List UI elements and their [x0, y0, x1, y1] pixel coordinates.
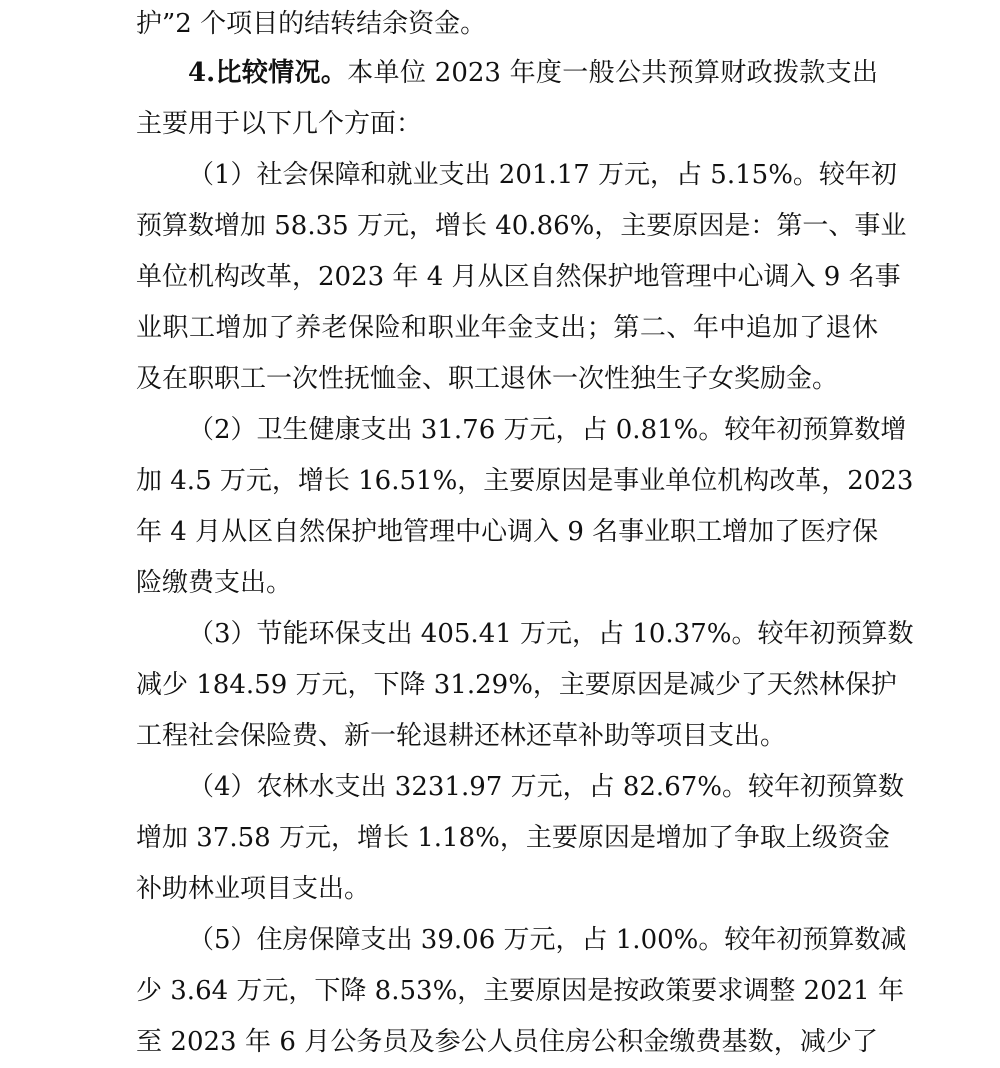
text-line: 单位机构改革，2023 年 4 月从区自然保护地管理中心调入 9 名事	[136, 262, 901, 292]
text-line: 险缴费支出。	[136, 568, 293, 598]
paragraph-comparison	[136, 48, 878, 150]
paragraph-item-4	[136, 762, 904, 915]
paragraph-item-3	[136, 609, 914, 762]
text-line: 工程社会保险费、新一轮退耕还林还草补助等项目支出。	[136, 721, 787, 751]
section-heading: 4.比较情况。	[188, 58, 348, 88]
paragraph-item-5	[136, 915, 907, 1068]
text-line: （2）卫生健康支出 31.76 万元，占 0.81%。较年初预算数增	[188, 415, 907, 445]
text-line: （1）社会保障和就业支出 201.17 万元，占 5.15%。较年初	[188, 160, 897, 190]
paragraph-carryover-tail	[136, 0, 878, 48]
text-line: 至 2023 年 6 月公务员及参公人员住房公积金缴费基数，减少了	[136, 1027, 878, 1057]
text-line: 补助林业项目支出。	[136, 874, 371, 904]
text-line: 少 3.64 万元，下降 8.53%，主要原因是按政策要求调整 2021 年	[136, 976, 904, 1006]
text-line	[136, 48, 878, 99]
text-line-content: 本单位 2023 年度一般公共预算财政拨款支出	[347, 58, 878, 88]
text-line: 业职工增加了养老保险和职业年金支出；第二、年中追加了退休	[136, 313, 878, 343]
text-line: 年 4 月从区自然保护地管理中心调入 9 名事业职工增加了医疗保	[136, 517, 879, 547]
text-line: 及在职职工一次性抚恤金、职工退休一次性独生子女奖励金。	[136, 364, 839, 394]
text-line: 增加 37.58 万元，增长 1.18%，主要原因是增加了争取上级资金	[136, 823, 890, 853]
paragraph-item-2	[136, 405, 914, 609]
text-line: 主要用于以下几个方面：	[136, 109, 423, 139]
text-line: 预算数增加 58.35 万元，增长 40.86%，主要原因是：第一、事业	[136, 211, 907, 241]
document-page	[136, 0, 914, 1068]
text-line: 加 4.5 万元，增长 16.51%，主要原因是事业单位机构改革，2023	[136, 466, 914, 496]
text-line: 护”2 个项目的结转结余资金。	[136, 9, 487, 39]
paragraph-item-1	[136, 150, 907, 405]
text-line: （4）农林水支出 3231.97 万元，占 82.67%。较年初预算数	[188, 772, 904, 802]
text-line: 减少 184.59 万元，下降 31.29%，主要原因是减少了天然林保护	[136, 670, 897, 700]
text-line: （5）住房保障支出 39.06 万元，占 1.00%。较年初预算数减	[188, 925, 907, 955]
text-line: （3）节能环保支出 405.41 万元，占 10.37%。较年初预算数	[188, 619, 914, 649]
